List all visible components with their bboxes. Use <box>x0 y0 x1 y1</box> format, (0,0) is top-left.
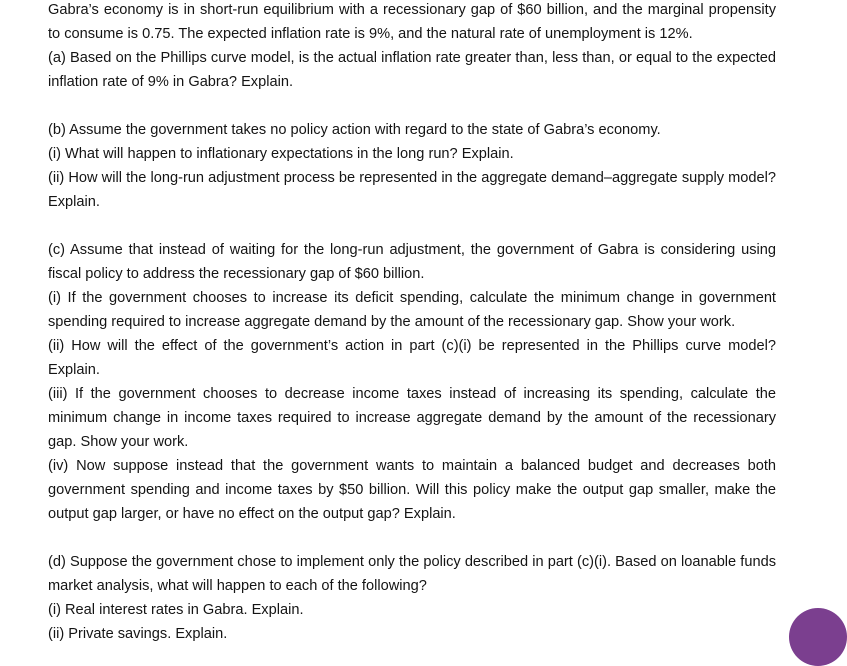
part-c-i-question: (i) If the government chooses to increase its deficit spending, calculate the minimum change in government spending required to increase aggregate demand by the amount of the recessionary gap. Show your work. <box>48 290 776 330</box>
part-a-question: (a) Based on the Phillips curve model, is the actual inflation rate greater than, less than, or equal to the expected inflation rate of 9% in Gabra? Explain. <box>48 50 776 90</box>
part-c-ii-question: (ii) How will the effect of the government’s action in part (c)(i) be represented in the Phillips curve model? Explain. <box>48 338 776 378</box>
corner-badge-icon[interactable] <box>789 608 847 666</box>
part-c-question: (c) Assume that instead of waiting for the long-run adjustment, the government of Gabra is considering using fiscal policy to address the recessionary gap of $60 billion. <box>48 242 776 282</box>
part-c-iv-question: (iv) Now suppose instead that the government wants to maintain a balanced budget and decreases both government spending and income taxes by $50 billion. Will this policy make the output gap smaller, make the output gap larger, or have no effect on the output gap? Explain. <box>48 458 776 522</box>
spacer <box>48 94 776 118</box>
part-b-question: (b) Assume the government takes no policy action with regard to the state of Gabra’s economy. <box>48 122 661 138</box>
intro-paragraph: Gabra’s economy is in short-run equilibrium with a recessionary gap of $60 billion, and the marginal propensity to consume is 0.75. The expected inflation rate is 9%, and the natural rate of unemployment is 12%. <box>48 2 776 42</box>
question-document <box>48 0 776 646</box>
spacer <box>48 526 776 550</box>
part-b-ii-question: (ii) How will the long-run adjustment process be represented in the aggregate demand–aggregate supply model? Explain. <box>48 170 776 210</box>
part-d-ii-question: (ii) Private savings. Explain. <box>48 626 228 642</box>
spacer <box>48 214 776 238</box>
part-b-i-question: (i) What will happen to inflationary expectations in the long run? Explain. <box>48 146 514 162</box>
part-d-i-question: (i) Real interest rates in Gabra. Explain. <box>48 602 304 618</box>
part-d-question: (d) Suppose the government chose to implement only the policy described in part (c)(i). Based on loanable funds market analysis, what will happen to each of the following? <box>48 554 776 594</box>
part-c-iii-question: (iii) If the government chooses to decrease income taxes instead of increasing its spending, calculate the minimum change in income taxes required to increase aggregate demand by the amount of the recessionary gap. Show your work. <box>48 386 776 450</box>
